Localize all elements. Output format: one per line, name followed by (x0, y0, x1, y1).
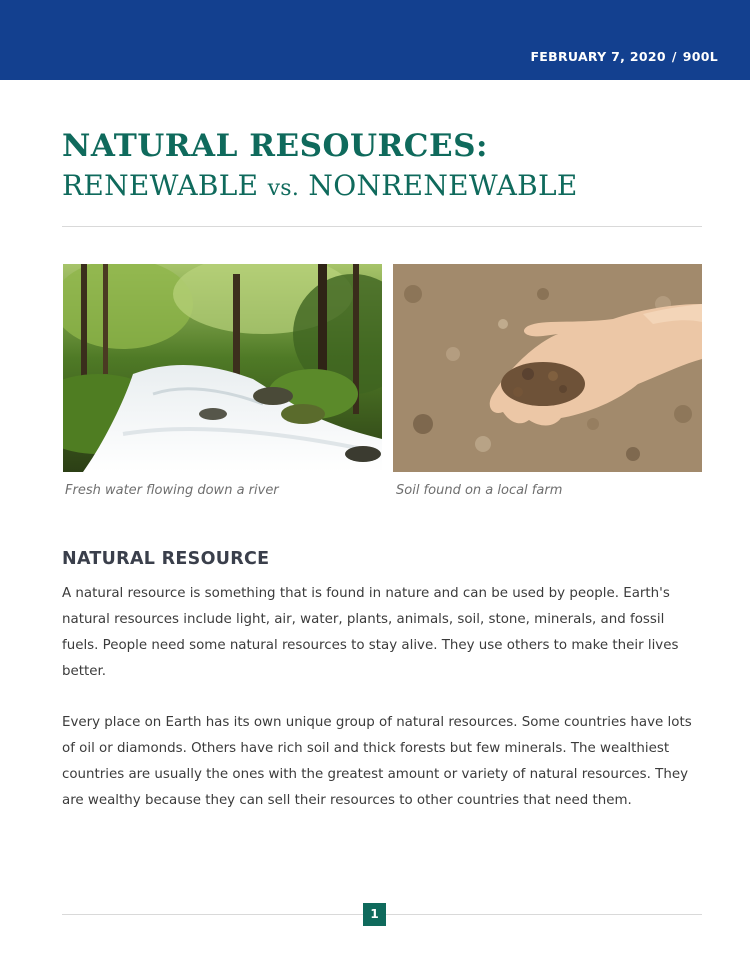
subtitle-part-renewable: RENEWABLE (62, 169, 268, 202)
page-subtitle (62, 169, 578, 202)
subtitle-part-nonrenewable: NONRENEWABLE (299, 169, 578, 202)
subtitle-vs: vs. (267, 176, 300, 201)
article-meta (530, 49, 718, 64)
body-paragraph: A natural resource is something that is found in nature and can be used by people. Earth's natural resources include light, air, water, plants, animals, soil, stone, minerals, and fossil fuels. People need some natural resources to stay alive. They use others to make their lives better. (62, 586, 679, 679)
soil-caption: Soil found on a local farm (396, 483, 563, 498)
header-bar (0, 0, 750, 80)
lexile-level: 900L (682, 49, 718, 64)
section-heading: NATURAL RESOURCE (62, 549, 270, 569)
body-paragraph: Every place on Earth has its own unique group of natural resources. Some countries have lots of oil or diamonds. Others have rich soil and thick forests but few minerals. The wealthiest countries are usually the ones with the greatest amount or variety of natural resources. They are wealthy because they can sell their resources to other countries that need them. (62, 715, 692, 808)
soil-photo (393, 264, 702, 472)
page-number-badge: 1 (363, 903, 386, 926)
title-divider (62, 226, 702, 227)
river-caption: Fresh water flowing down a river (65, 483, 279, 498)
river-photo (63, 264, 382, 472)
article-date: FEBRUARY 7, 2020 (530, 49, 666, 64)
page-title: NATURAL RESOURCES: (62, 128, 488, 164)
meta-separator: / (671, 49, 677, 64)
